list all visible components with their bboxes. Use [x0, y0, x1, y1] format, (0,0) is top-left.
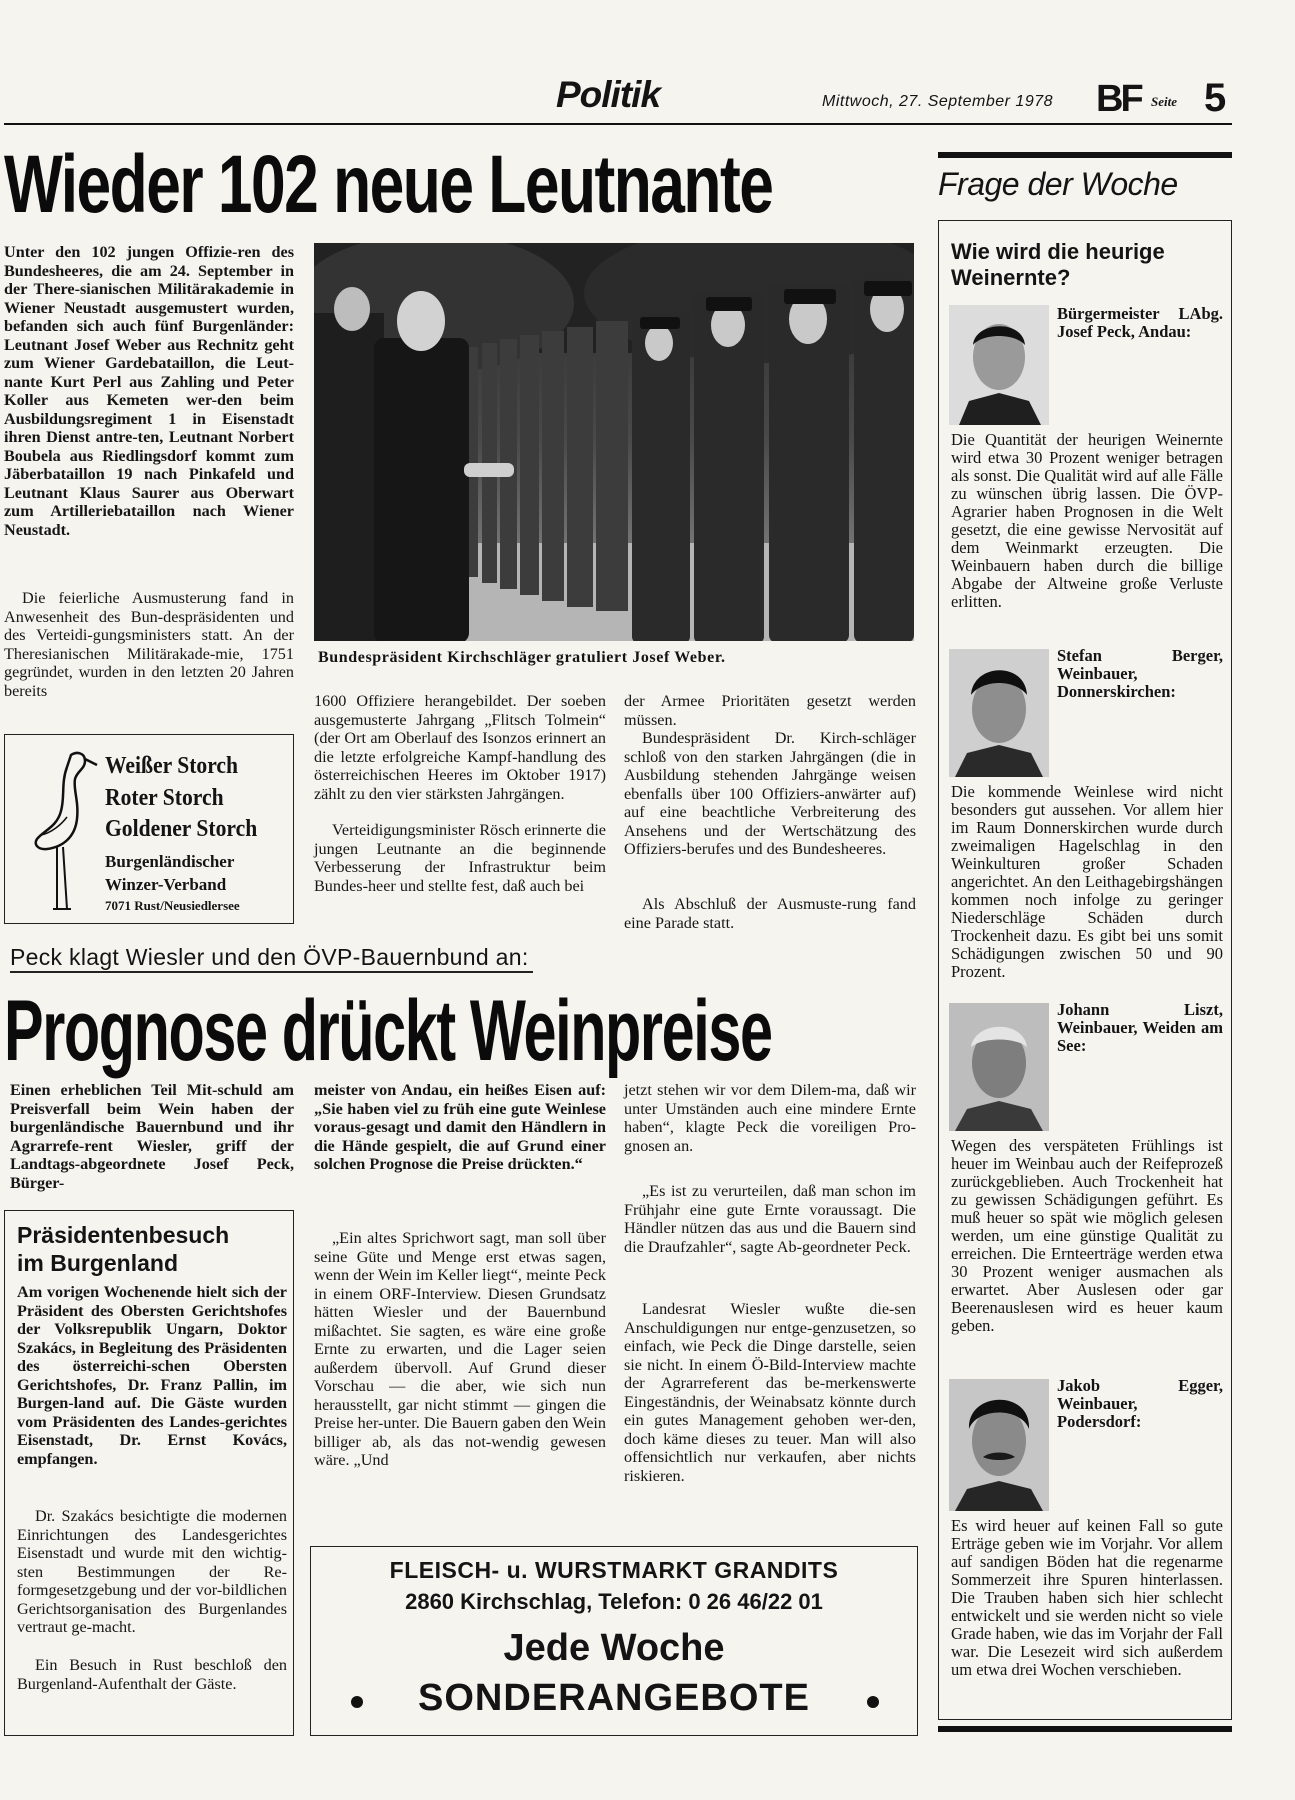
portrait-illustration — [949, 305, 1049, 425]
article1-col2b: Verteidigungsminister Rösch erinnerte die jungen Leutnante an die beginnende Verbesserung der Infrastruktur beim Bundes-heer und stellte fest, daß auch bei — [314, 821, 606, 895]
grandits-ad — [310, 1546, 918, 1736]
person1-text: Die Quantität der heurigen Weinernte wird etwa 30 Prozent weniger betragen als sonst. Die Qualität wird auf alle Fälle zu wünschen übrig lassen. Die ÖVP-Agrarier haben Prognosen in die Welt gesetzt, die eine gewisse Nervosität auf dem Weinmarkt erzeugten. Die Weinbauern haben durch die billige Abgabe der Altweine große Verluste erlitten. — [951, 430, 1223, 611]
person3-name: Johann Liszt, Weinbauer, Weiden am See: — [1057, 1000, 1223, 1055]
article1-col3b: Bundespräsident Dr. Kirch-schläger schloß von den starken Jahrgängen (die in Ausbildung stehenden Jahrgänge weisen ebenfalls über 100 Offiziers-anwärter auf) auf eine beachtliche Verbreiterung des Ansehens und der Wertschätzung des Offiziers-berufes und des Bundesheeres. — [624, 729, 916, 858]
storch-ad-line4: Burgenländischer — [105, 852, 235, 871]
article3-para2: Ein Besuch in Rust beschloß den Burgenland-Aufenthalt der Gäste. — [17, 1656, 287, 1693]
portrait-illustration — [949, 649, 1049, 777]
article1-col3: der Armee Prioritäten gesetzt werden müssen. — [624, 692, 916, 729]
person1-photo — [949, 305, 1049, 425]
sidebar-box — [938, 220, 1232, 1720]
article1-photo-caption: Bundespräsident Kirchschläger gratuliert Josef Weber. — [318, 649, 726, 666]
article2-headline: Prognose drückt Weinpreise — [4, 983, 772, 1079]
stork-icon — [27, 749, 99, 919]
person4-text: Es wird heuer auf keinen Fall so gute Erträge geben wie im Vorjahr. Vor allem auf sandigen Böden hat die regenarme Sommerzeit ihre Spuren hinterlassen. Die Trauben haben sich hier schlecht entwickelt und sie werden nicht so viele Grade haben, wie das im Vorjahr der Fall war. Die Lesezeit wird sich außerdem um etwa drei Wochen verschieben. — [951, 1516, 1223, 1679]
publication-logo: BF — [1096, 78, 1141, 120]
storch-ad-line5: Winzer-Verband — [105, 875, 227, 894]
seite-label: Seite — [1151, 94, 1177, 109]
article2-col3: jetzt stehen wir vor dem Dilem-ma, daß wir unter Umständen auch eine mindere Ernte haben“, klagte Peck die voreiligen Pro-gnosen an. — [624, 1081, 916, 1155]
article1-para1: Die feierliche Ausmusterung fand in Anwesenheit des Bun-despräsidenten und des Verteidi-gungsministers statt. An der Theresianischen Militärakade-mie, 1751 gegründet, wurden in den letzten 20 Jahren bereits — [4, 589, 294, 700]
sidebar-question: Wie wird die heurige Weinernte? — [951, 239, 1165, 290]
header-rule — [4, 123, 1232, 125]
person1-name: Bürgermeister LAbg. Josef Peck, Andau: — [1057, 304, 1223, 341]
article3-headline: Präsidentenbesuch im Burgenland — [17, 1222, 230, 1276]
section-title: Politik — [556, 74, 661, 115]
article1-photo — [314, 243, 914, 641]
grandits-ad-line2: 2860 Kirchschlag, Telefon: 0 26 46/22 01 — [405, 1589, 823, 1614]
article1-col2: 1600 Offiziere herangebildet. Der soeben ausgemusterte Jahrgang „Flitsch Tolmein“ (der Ort am Oberlauf des Isonzos erinnert an die letzte erfolgreiche Kampf-handlung des österreichischen Heeres im Oktober 1917) zählt zu den vier stärksten Jahrgängen. — [314, 692, 606, 803]
article3-box — [4, 1210, 294, 1736]
article2-col3c: Landesrat Wiesler wußte die-sen Anschuldigungen nur entge-genzusetzen, so einfach, wie Peck die Dinge darstelle, seien sie nicht. In einem Ö-Bild-Interview machte der Agrarreferent das be-merkenswerte Eingeständnis, der Weinabsatz könnte durch ein gutes Management gehoben wer-den, doch käme dieses zu teuer. Man will also offensichtlich nur verkaufen, aber nichts riskieren. — [624, 1300, 916, 1485]
article2-kicker: Peck klagt Wiesler und den ÖVP-Bauernbund an: — [10, 944, 533, 973]
person2-photo — [949, 649, 1049, 777]
person3-photo — [949, 1003, 1049, 1131]
page-number: 5 — [1204, 76, 1227, 120]
storch-ad — [4, 734, 294, 924]
article2-col2b: „Ein altes Sprichwort sagt, man soll über seine Güte und Menge erst etwas sagen, wenn der Wein im Keller liegt“, meinte Peck in einem ORF-Interview. Diesen Grundsatz hätten Wiesler und der Bauernbund mißachtet. Sie sagten, es wäre eine große Ernte zu erwarten, und die Lager seien außerdem übervoll. Auf Grund dieser Vorschau — die aber, wie sich nun herausstellt, gar nicht stimmt — gingen die Preise her-unter. Die Bauern gaben den Wein billiger ab, als das not-wendig gewesen wäre. „Und — [314, 1229, 606, 1469]
storch-ad-line6: 7071 Rust/Neusiedlersee — [105, 898, 240, 913]
soldiers-photo-illustration — [314, 243, 914, 641]
article1-lead: Unter den 102 jungen Offizie-ren des Bundesheeres, die am 24. September in der There-sianischen Militärakademie in Wiener Neustadt ausgemustert wurden, befanden sich auch fünf Burgenländer: Leutnant Josef Weber aus Rechnitz geht zum Wiener Gardebataillon, die Leut-nante Kurt Perl aus Zahling und Peter Koller aus Kemeten wer-den beim Ausbildungsregiment 1 in Eisenstadt ihren Dienst antre-ten, Leutnant Norbert Boubela aus Riedlingsdorf kommt zum Jäberbataillon 19 nach Pinkafeld und Leutnant Klaus Saurer aus Oberwart zum Artilleriebataillon nach Wiener Neustadt. — [4, 243, 294, 539]
storch-ad-line1: Weißer Storch — [105, 753, 239, 779]
storch-ad-line2: Roter Storch — [105, 785, 224, 811]
article1-headline: Wieder 102 neue Leutnante — [4, 139, 773, 230]
article2-col1: Einen erheblichen Teil Mit-schuld am Preisverfall beim Wein haben der burgenländische Bauernbund und ihr Agrarrefe-rent Wiesler, griff der Landtags-abgeordnete Josef Peck, Bürger- — [10, 1081, 294, 1192]
portrait-illustration — [949, 1379, 1049, 1511]
article2-col2: meister von Andau, ein heißes Eisen auf: „Sie haben viel zu früh eine gute Weinlese voraus-gesagt und damit den Händlern in die Hände gespielt, die auf Grund einer solchen Prognose die Preise drückten.“ — [314, 1081, 606, 1173]
issue-date: Mittwoch, 27. September 1978 — [822, 93, 1054, 110]
person3-text: Wegen des verspäteten Frühlings ist heuer im Weinbau auch der Reifeprozeß zurückgeblieben. Auch Trockenheit hat zu gewissen Schädigungen geführt. Es muß heuer so spät wie möglich gelesen werden, um eine günstige Qualität zu erreichen. Die Ernteerträge werden etwa 30 Prozent weniger ausmachen als erwartet. Aber Auslesen oder gar Beerenauslesen wird es heuer kaum geben. — [951, 1136, 1223, 1335]
sidebar-bottom-rule — [938, 1726, 1232, 1732]
person4-photo — [949, 1379, 1049, 1511]
grandits-ad-line1: FLEISCH- u. WURSTMARKT GRANDITS — [389, 1557, 839, 1583]
sidebar-top-rule — [938, 152, 1232, 158]
sidebar-title: Frage der Woche — [938, 166, 1178, 202]
article3-para1: Dr. Szakács besichtigte die modernen Einrichtungen des Landesgerichtes Eisenstadt und wurde mit den wichtig-sten Bestimmungen der Re-formgesetzgebung und der vor-bildlichen Gerichtsorganisation des Burgenlandes vertraut ge-macht. — [17, 1507, 287, 1636]
article3-lead: Am vorigen Wochenende hielt sich der Präsident des Obersten Gerichtshofes der Volksrepublik Ungarn, Doktor Szakács, in Begleitung des Präsidenten des österreichi-schen Obersten Gerichtshofes, Dr. Franz Pallin, im Burgen-land auf. Die Gäste wurden vom Präsidenten des Landes-gerichtes Eisenstadt, Dr. Ernst Kovács, empfangen. — [17, 1283, 287, 1468]
article1-col3c: Als Abschluß der Ausmuste-rung fand eine Parade statt. — [624, 895, 916, 932]
grandits-ad-line4: SONDERANGEBOTE — [418, 1677, 810, 1719]
person2-text: Die kommende Weinlese wird nicht besonders gut aussehen. Vor allem hier im Raum Donnerskirchen wurde durch zweimaligen Hagelschlag in den Weinkulturen großer Schaden angerichtet. An den Leithagebirgshängen kommen noch infolge zu geringer Niederschläge Schäden durch Trockenheit dazu. Es gibt bei uns somit Schädigungen zwischen 50 und 90 Prozent. — [951, 782, 1223, 981]
bullet-right-icon — [867, 1696, 879, 1708]
person2-name: Stefan Berger, Weinbauer, Donnerskirchen: — [1057, 646, 1223, 701]
grandits-ad-line3: Jede Woche — [503, 1627, 725, 1669]
storch-ad-line3: Goldener Storch — [105, 816, 258, 842]
person4-name: Jakob Egger, Weinbauer, Podersdorf: — [1057, 1376, 1223, 1431]
portrait-illustration — [949, 1003, 1049, 1131]
article2-col3b: „Es ist zu verurteilen, daß man schon im Frühjahr eine gute Ernte voraussagt. Die Händler nützen das aus und die Bauern sind die Draufzahler“, sagte Ab-geordneter Peck. — [624, 1182, 916, 1256]
